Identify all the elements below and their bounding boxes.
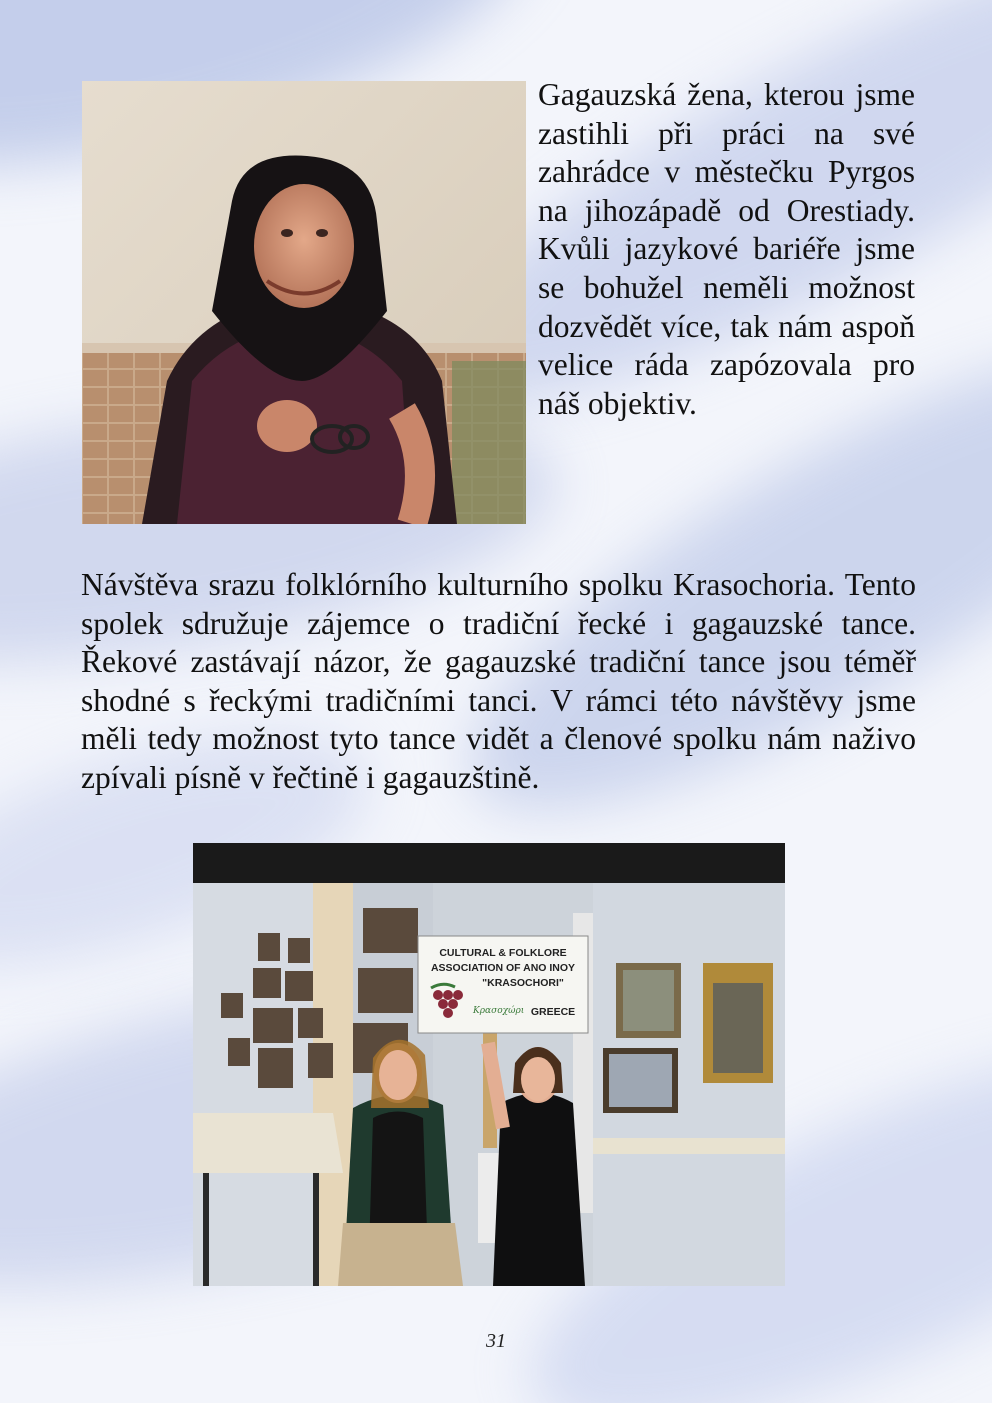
sign-script: Κρασοχώρι [473,1006,525,1016]
sign-line-2: ASSOCIATION OF ANO INOY [430,962,576,974]
photo-gagauz-woman [82,81,526,524]
photo-krasochoria-visit [193,843,785,1286]
sign-line-3: "KRASOCHORI" [482,977,564,989]
sign-country: GREECE [530,1006,576,1018]
photo-caption: Gagauzská žena, kterou jsme zastihli při práci na své zahrádce v městečku Pyrgos na jihozápadě od Orestiady. Kvůli jazykové bariéře jsme se bohužel neměli možnost dozvědět více, tak nám aspoň velice ráda zapózovala pro náš objektiv. [538,77,915,421]
sign-line-1: CULTURAL & FOLKLORE [439,947,567,959]
body-paragraph: Návštěva srazu folklórního kulturního spolku Krasochoria. Tento spolek sdružuje zájemce o tradiční řecké i gagauzské tance. Řekové zastávají názor, že gagauzské tradiční tance jsou téměř shodné s řeckými tradičními tanci. V rámci této návštěvy jsme měli tedy možnost tyto tance vidět a členové spolku nám naživo zpívali písně v řečtině i gagauzštině. [81,567,916,795]
page-number: 31 [486,1330,506,1352]
